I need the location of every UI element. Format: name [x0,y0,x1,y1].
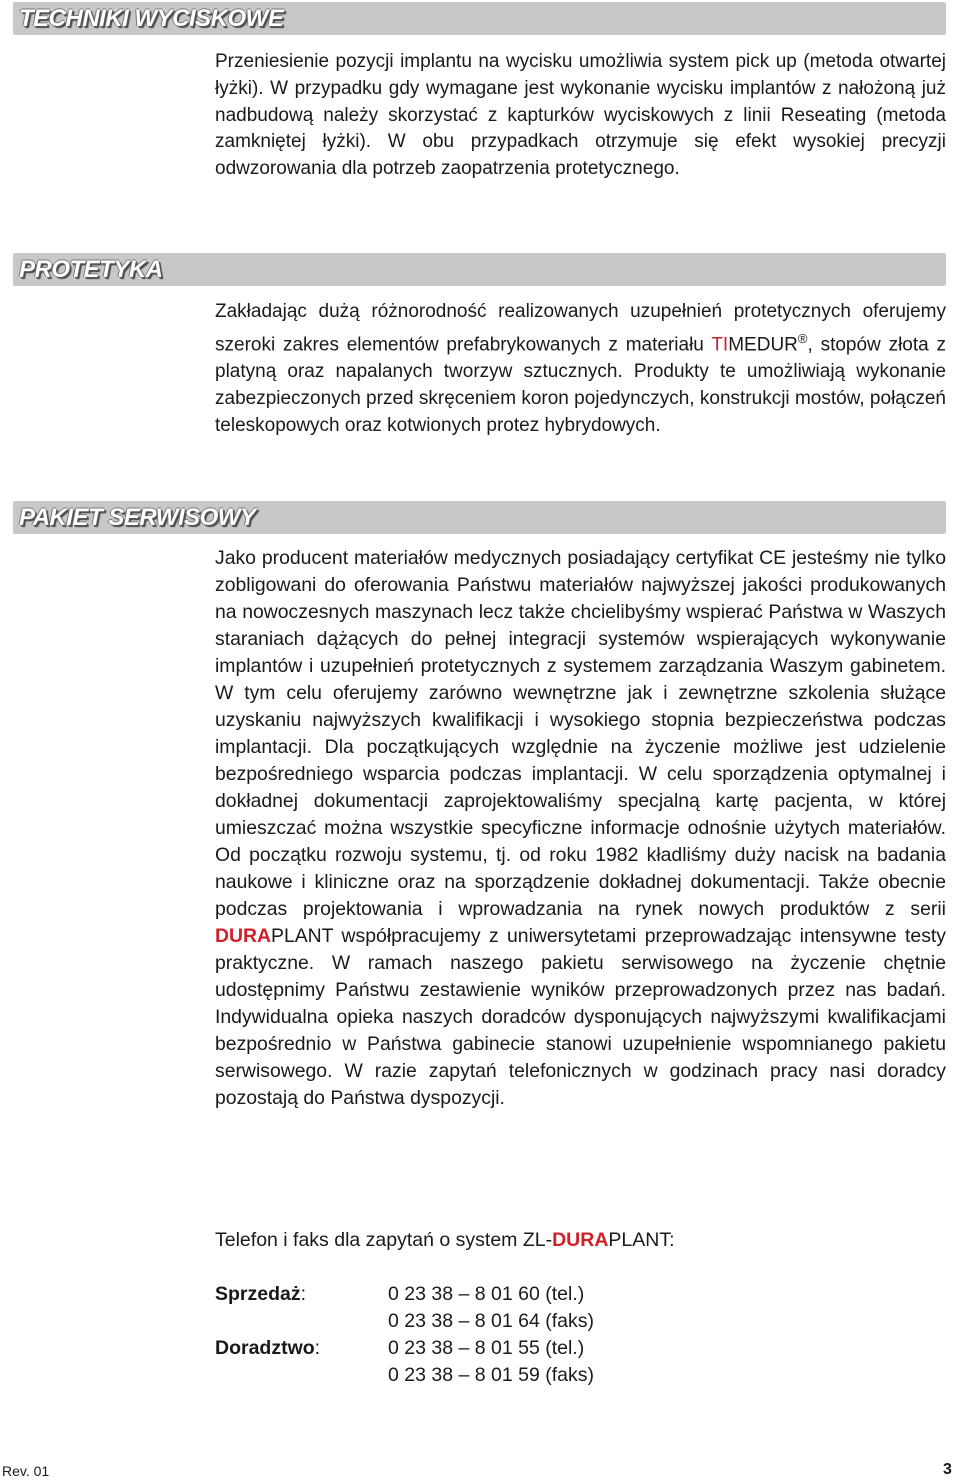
contact-intro [215,1229,675,1252]
section-header-pakiet [13,501,946,534]
contact-duraplant-rest: PLANT: [608,1229,675,1251]
protetyka-text-after: , stopów złota z platyną oraz napalanych tworzyw sztucznych. Produkty te umożliwiają wykonanie zabezpieczonych przed skręceniem koron pojedynczych, konstrukcji mostów, połączeń teleskopowych oraz kotwionych protez hybrydowych. [215,334,946,437]
footer-page-number: 3 [943,1461,952,1478]
section-title-protetyka: PROTETYKA [19,256,163,283]
sales-fax: 0 23 38 – 8 01 64 (faks) [388,1310,594,1332]
protetyka-text-before: Zakładając dużą różnorodność realizowanych uzupełnień protetycznych oferujemy szeroki zakres elementów prefabrykowanych z materiału [215,301,946,356]
contact-intro-text: Telefon i faks dla zapytań o system ZL- [215,1229,553,1251]
section-header-techniki [13,2,946,35]
registered-mark: ® [797,331,808,346]
footer-revision: Rev. 01 [2,1463,50,1479]
advice-label-text: Doradztwo [215,1337,315,1359]
contact-duraplant-red: DURA [552,1229,609,1251]
pakiet-paragraph [215,545,946,1112]
sales-label-colon: : [300,1283,307,1305]
duraplant-brand-red: DURA [215,925,272,947]
sales-label [215,1283,306,1306]
protetyka-paragraph [215,298,946,439]
section-title-techniki: TECHNIKI WYCISKOWE [19,5,284,32]
advice-fax: 0 23 38 – 8 01 59 (faks) [388,1364,594,1386]
techniki-paragraph: Przeniesienie pozycji implantu na wycisku umożliwia system pick up (metoda otwartej łyżki). W przypadku gdy wymagane jest wykonanie wycisku implantów z nałożoną już nadbudową należy skorzystać z kapturków wyciskowych z linii Reseating (metoda zamkniętej łyżki). W obu przypadkach otrzymuje się efekt wysokiej precyzji odwzorowania dla potrzeb zaopatrzenia protetycznego. [215,51,946,180]
advice-label [215,1337,320,1360]
advice-label-colon: : [314,1337,321,1359]
section-title-pakiet: PAKIET SERWISOWY [19,504,256,531]
timedur-brand-red: TI [711,334,729,356]
sales-label-text: Sprzedaż [215,1283,301,1305]
pakiet-text-after: współpracujemy z uniwersytetami przeprowadzając intensywne testy praktyczne. W ramach naszego pakietu serwisowego na życzenie chętnie udostępnimy Państwu zestawienie wyników przeprowadzonych przez nas badań. Indywidualna opieka naszych doradców dysponujących najwyższymi kwalifikacjami bezpośrednio w Państwa gabinecie stanowi uzupełnienie wspomnianego pakietu serwisowego. W razie zapytań telefonicznych w godzinach pracy nasi doradcy pozostają do Państwa dyspozycji. [215,925,946,1109]
sales-tel: 0 23 38 – 8 01 60 (tel.) [388,1283,585,1305]
advice-tel: 0 23 38 – 8 01 55 (tel.) [388,1337,585,1359]
timedur-brand-rest: MEDUR [728,334,798,356]
section-header-protetyka [13,253,946,286]
duraplant-brand-rest: PLANT [271,925,334,947]
pakiet-text-before: Jako producent materiałów medycznych posiadający certyfikat CE jesteśmy nie tylko zobligowani do oferowania Państwu materiałów najwyższej jakości produkowanych na nowoczesnych maszynach lecz także chcielibyśmy wspierać Państwa w Waszych staraniach dążących do pełnej integracji systemów wspierających wykonywanie implantów i uzupełnień protetycznych z systemem zarządzania Waszym gabinetem. W tym celu oferujemy zarówno wewnętrzne jak i zewnętrzne szkolenia służące uzyskaniu najwyższych kwalifikacji i wysokiego stopnia bezpieczeństwa podczas implantacji. Dla początkujących względnie na życzenie możliwe jest udzielenie bezpośredniego wsparcia podczas implantacji. W celu sporządzenia optymalnej i dokładnej dokumentacji zaprojektowaliśmy specjalną kartę pacjenta, w której umieszczać można wszystkie specyficzne informacje odnośnie użytych materiałów. Od początku rozwoju systemu, tj. od roku 1982 kładliśmy duży nacisk na badania naukowe i kliniczne oraz na sporządzenie dokładnej dokumentacji. Także obecnie podczas projektowania i wprowadzania na rynek nowych produktów z serii [215,547,946,920]
